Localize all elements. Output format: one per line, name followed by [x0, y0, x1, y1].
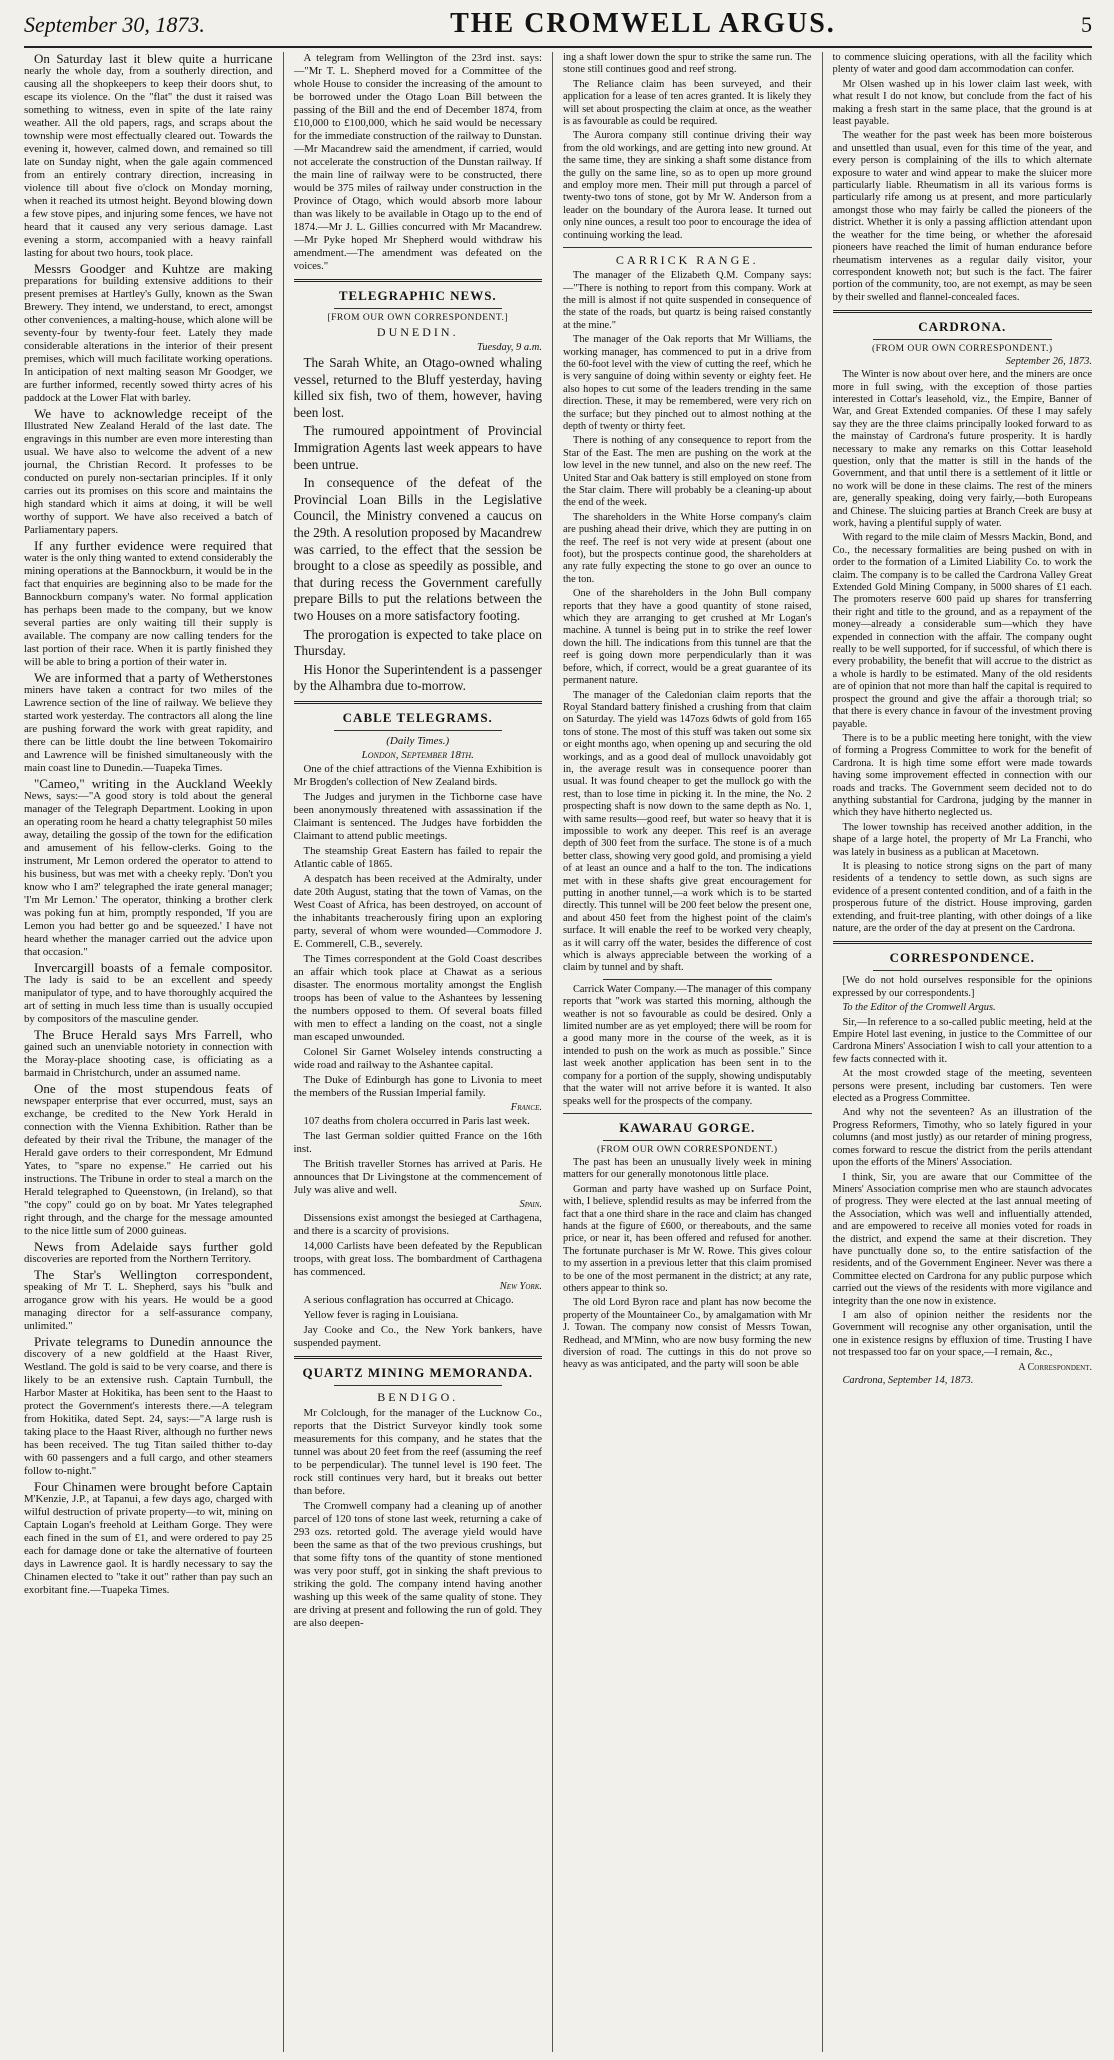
paragraph: Private telegrams to Dunedin announce the discovery of a new goldfield at the Haast River, Westland. The gold is said to be very coarse, and there is likely to be an extensive rush. Captain Turnbull, the Harbor Master at Hokitika, has been sent to the Haast to protect the Government's interests there.—A telegram from Hokitika, dated Sept. 24, says:—"A large rush is taking place to the Haast River, although no further news has been received. The tug Titan sailed thither to-day with 60 passengers and a full cargo, and other steamers follow to-night.": [24, 1334, 273, 1477]
place-heading: DUNEDIN.: [376, 325, 459, 339]
paragraph: "Cameo," writing in the Auckland Weekly News, says:—"A good story is told about the general manager of the Telegraph Department. Looking in upon an operating room he heard a chatty telegraphist 50 miles away, detailing the gossip of the town for the edification and amusement of his fellow-clerks. Going to the instrument, Mr Lemon ordered the operator to attend to his business, but was met with a cheeky reply. 'Don't you know who I am?' telegraphed the irate general manager; 'I'm Mr Lemon.' The operator, thinking a brother clerk was poking fun at him, promptly responded, 'If you are Lemon you had better go and be squeezed.' I have not heard whether the manager carried out the advice upon that occasion.": [24, 776, 273, 958]
paragraph: The Aurora company still continue driving their way from the old workings, and are getting into new ground. At the same time, they are sinking a shaft some distance from the gully on the same line, so as to open up more ground and employ more men. Their mill put through a parcel of twenty-two tons of stone, got by Mr W. Anderson from a leader on the boundary of the Aurora lease. It turned out only nine ounces, a result too poor to encourage the idea of continuing working the lead.: [563, 130, 812, 241]
paragraph: The Times correspondent at the Gold Coast describes an affair which took place at Chawat as a serious disaster. The enormous mortality amongst the English troops has been of value to the Ashantees by lessening the numbers opposed to them. Of several boats filled with men to effect a landing on the coast, not a single man escaped unwounded.: [293, 952, 542, 1043]
paragraph: A telegram from Wellington of the 23rd inst. says:—"Mr T. L. Shepherd moved for a Committee of the whole House to consider the increasing of the amount to be borrowed under the Otago Loan Bill between the passing of the Bill and the end of December 1874, from £10,000 to £100,000, which he said would be necessary for the immediate construction of the railway to Dunstan.—Mr Macandrew said the amendment, if carried, would not accelerate the construction of the Dunstan railway. If the main line of railway were to be constructed, there would be 375 miles of railway under construction in the Province of Otago, which would absorb more labour than was likely to be available in Otago up to the end of 1874.—Mr J. L. Gillies concurred with Mr Macandrew.—Mr Pyke hoped Mr Shepherd would withdraw his amendment.—The amendment was defeated on the voices.": [293, 52, 542, 272]
divider: [294, 279, 543, 282]
paragraph: to commence sluicing operations, with all the facility which plenty of water and good dam accommodation can confer.: [832, 52, 1092, 76]
column-3: [563, 52, 823, 2052]
masthead: [24, 8, 1092, 48]
editor-note: [We do not hold ourselves responsible for the opinions expressed by our correspondents.]: [832, 975, 1092, 999]
paragraph: The past has been an unusually lively week in mining matters for our generally monotonous little place.: [563, 1156, 812, 1181]
paragraph: The Winter is now about over here, and the miners are once more in full swing, with the exception of those parties interested in Cottar's leasehold, viz., the Empire, Banner of War, and Great Extended companies. Of these I may safely say they are the three claims principally looked forward to as the mainstay of Cardrona's future prosperity. It is hardly necessary to make any remarks on this Cottar leasehold question, only that the matter is still in the hands of the Government, and that until there is a settlement of it little or no work will be done in these claims. The rest of the miners are, generally speaking, doing very fairly,—both Europeans and Chinese. The sluicing parties at Branch Creek are busy at work, having a plentiful supply of water.: [832, 369, 1092, 529]
country-heading: France.: [510, 1101, 542, 1113]
divider: [294, 701, 543, 704]
paragraph: The Bruce Herald says Mrs Farrell, who gained such an unenviable notoriety in connection with the Moray-place shooting case, is officiating as a barmaid in Christchurch, under an assumed name.: [24, 1027, 273, 1079]
paragraph: One of the most stupendous feats of newspaper enterprise that ever occurred, must, says an exchange, be credited to the New York Herald in connection with the Vienna Exhibition. Rather than be defeated by their rival the Tribune, the manager of the Herald gave orders to their correspondent, Mr Edmund Yates, to "spare no expense." He carried out his instructions. The Tribune in order to steal a march on the Herald telegraphed to Queenstown, (in Ireland), so that "the copy" could go on by boat. Mr Yates telegraphed right through, and the charge for the message amounted to the nice little sum of 2000 guineas.: [24, 1081, 273, 1237]
paragraph: The Duke of Edinburgh has gone to Livonia to meet the members of the Russian Imperial family.: [293, 1073, 542, 1099]
paragraph: 107 deaths from cholera occurred in Paris last week.: [303, 1114, 530, 1127]
divider: [563, 247, 812, 248]
divider: [833, 941, 1093, 944]
section-subheading: (FROM OUR OWN CORRESPONDENT.): [596, 1144, 778, 1155]
column-4: [833, 52, 1093, 2052]
paragraph: ing a shaft lower down the spur to strike the same run. The stone still continues good and reef strong.: [563, 52, 812, 76]
letter-signature: A Correspondent.: [1018, 1361, 1092, 1373]
newspaper-title: THE CROMWELL ARGUS.: [450, 8, 836, 39]
source-line: (Daily Times.): [386, 734, 450, 747]
divider: [603, 1140, 772, 1141]
divider: [334, 1385, 503, 1386]
paragraph: A despatch has been received at the Admiralty, under date 20th August, stating that the town of Vamas, on the West Coast of Africa, has been destroyed, on account of the inhabitants treacherously firing upon an exploring party, several of whom were wounded—Commodore J. E. Commerell, C.B., severely.: [293, 872, 542, 950]
country-heading: New York.: [499, 1280, 542, 1292]
paragraph: Sir,—In reference to a so-called public meeting, held at the Empire Hotel last evening, in justice to the Committee of our Cardrona Miners' Association I wish to call your attention to a few facts connected with it.: [832, 1016, 1092, 1065]
paragraph: Four Chinamen were brought before Captain M'Kenzie, J.P., at Tapanui, a few days ago, charged with wilful destruction of private property—to wit, mining on Captain Logan's freehold at Leitham Gorge. They were each fined in the sum of £1, and were ordered to pay 25 each for damage done or take the alternative of fourteen days in Lawrence gaol. It is hardly necessary to say the Chinamen elected to "take it out" rather than pay such an exorbitant fine.—Tuapeka Times.: [24, 1479, 273, 1596]
divider: [603, 979, 772, 980]
paragraph: Invercargill boasts of a female compositor. The lady is said to be an excellent and speedy manipulator of type, and to have thoroughly acquired the art of setting in much less time than is usually occupied by compositors of the masculine gender.: [24, 960, 273, 1025]
paragraph: The Judges and jurymen in the Tichborne case have been anonymously threatened with assassination if the Claimant is sentenced. The Judges have forbidden the Claimant to attend public meetings.: [293, 790, 542, 842]
paragraph: The British traveller Stornes has arrived at Paris. He announces that Dr Livingstone at the commencement of July was alive and well.: [293, 1157, 542, 1196]
section-heading: QUARTZ MINING MEMORANDA.: [302, 1364, 533, 1380]
paragraph: Colonel Sir Garnet Wolseley intends constructing a wide road and railway to the Ashantee capital.: [293, 1045, 542, 1071]
paragraph: The manager of the Caledonian claim reports that the Royal Standard battery finished a crushing from that claim on Saturday. The yield was 147ozs 6dwts of gold from 165 tons of stone. The most of this stuff was taken out some six or eight months ago, when opening up and securing the old workings, and as a good deal of mullock unavoidably got in, the average result was in consequence poorer than usual. It was found cheaper to get the mullock go with the rest, than to lose time in picking it. In the mine, the No. 2 prospecting shaft is now down to the same depth as No. 1, with same results—good reef, but water so heavy that it is impossible to work any deeper. This reef is an average depth of 300 feet from the surface. The stone is of a much better class, showing very good gold, and promising a yield of at least an ounce and a half to the ton. The indications met with in these shafts give great encouragement for putting in another tunnel,—a work which is to be started directly. This tunnel will be 200 feet below the present one, and about 450 feet from the highest point of the claim's surface. It will enable the reef to be worked very cheaply, as it will carry off the water, besides the difference of cost which is always appreciable between the working of a claim by tunnel and by shaft.: [563, 689, 812, 974]
paragraph: The shareholders in the White Horse company's claim are pushing ahead their drive, which they are putting in on the reef. The reef is not very wide at present (about one foot), but the prospects continue good, the shareholders at any rate fully expecting the stone to go over an ounce to the ton.: [563, 511, 812, 585]
paragraph: Carrick Water Company.—The manager of this company reports that "work was started this morning, although the weather is not so favourable as could be desired. Only a limited number are as yet employed; there will be room for a good many more in the course of the week, as it is intended to push on the work as much as possible." Since last week another application has been sent in to the company for a portion of the supply, showing undisputably that the water will not arrive before it is wanted. It also speaks well for the prospects of the company.: [563, 983, 812, 1107]
section-heading: CABLE TELEGRAMS.: [342, 709, 493, 725]
paragraph: It is pleasing to notice strong signs on the part of many residents of a tendency to settle down, as such signs are evidence of a present contented condition, and of a faith in the prosperous future of the district. House improving, garden extending, and fruit-tree planting, with other doings of a like nature, are the order of the day at present on the Cardrona.: [832, 860, 1092, 934]
divider: [873, 339, 1053, 340]
paragraph: The old Lord Byron race and plant has now become the property of the Mountaineer Co., by amalgamation with Mr J. Towan. The company now consist of Messrs Towan, Redhead, and M'Minn, who are now busy forming the new diversion of road. The cuttings in this do not prove so heavy as was anticipated, and the party will soon be able: [563, 1297, 812, 1371]
paragraph: The rumoured appointment of Provincial Immigration Agents last week appears to have been untrue.: [293, 423, 542, 472]
issue-date: September 30, 1873.: [24, 12, 205, 37]
paragraph: The manager of the Oak reports that Mr Williams, the working manager, has commenced to put in a drive from the 60-foot level with the view of cutting the reef, which he is very sanguine of doing within seventy or eighty feet. He also hopes to cut some of the leaders trending in the same direction. These, it may be remembered, were very rich on the surface; but they pinched out to almost nothing at the depth of twenty or thirty feet.: [563, 334, 812, 432]
paragraph: On Saturday last it blew quite a hurricane nearly the whole day, from a southerly direction, and causing all the shopkeepers to keep their doors shut, to escape its violence. On the "flat" the dust it raised was something to witness, even in spite of the late rainy weather. All the old papers, rags, and scraps about the township were most effectually cleared out. Towards the evening it, however, calmed down, and remained so till late on Sunday night, when the gale again commenced from an entirely contrary direction, increasing in violence till about five o'clock on Monday morning, when it reached its utmost height. Beyond blowing down a few stove pipes, and injuring some fences, we have not heard that it caused any very serious damage. Last evening a storm, accompanied with a heavy rainfall lasting for about two hours, took place.: [24, 52, 273, 259]
paragraph: The lower township has received another addition, in the shape of a large hotel, the property of Mr La Franchi, who was lately in business as a publican at Macetown.: [832, 821, 1092, 858]
paragraph: The last German soldier quitted France on the 16th inst.: [293, 1129, 542, 1155]
paragraph: The Cromwell company had a cleaning up of another parcel of 120 tons of stone last week, returning a cake of 293 ozs. retorted gold. The average yield would have been the same as that of the two previous crushings, but that some fifty tons of the quantity of stone mentioned was very poor stuff, got in sinking the shaft previous to striking the gold. The company intend having another washing up this week of the same quality of stone. They are driving at present and following the run of gold. They are also deepen-: [293, 1499, 542, 1629]
dateline: Tuesday, 9 a.m.: [476, 342, 542, 353]
column-1: [24, 52, 284, 2052]
paragraph: The manager of the Elizabeth Q.M. Company says:—"There is nothing to report from this company. Work at the mill is almost if not quite suspended in consequence of the state of the roads, but quartz is being raised constantly at the mine.": [563, 270, 812, 331]
paragraph: 14,000 Carlists have been defeated by the Republican troops, with great loss. The bombardment of Carthagena has commenced.: [293, 1239, 542, 1278]
paragraph: There is to be a public meeting here tonight, with the view of forming a Progress Committee to work for the benefit of Cardrona. It is high time some effort were made towards having some improvement effected in connection with our roads and tracks. The Government seem decided not to do anything substantial for Cardrona, judging by the manner in which they have hitherto neglected us.: [832, 732, 1092, 819]
dateline: September 26, 1873.: [1005, 356, 1092, 368]
paragraph: The weather for the past week has been more boisterous and unsettled than usual, even for this time of the year, and every person is complaining of the ills to which alternate exposure to water and wind appear to make the sluicer more particularly liable. Rheumatism in all its various forms is particularly rife among us at present, and more particularly amongst those who may fairly be called the pioneers of the district. Whether it is only a passing affliction attendant upon the weather for the time being, or whether the aforesaid pioneers have reached the limit of human endurance before rheumatism intervenes as a regular daily visitor, your correspondent knoweth not; but such is the fact. The fairer portion of the community, too, are not exempt, as may be seen by their swelled and flannel-concealed faces.: [832, 130, 1092, 303]
column-2: [294, 52, 554, 2052]
place-heading: BENDIGO.: [377, 1389, 459, 1404]
paragraph: A serious conflagration has occurred at Chicago.: [303, 1293, 514, 1306]
divider: [833, 310, 1093, 313]
section-subheading: (FROM OUR OWN CORRESPONDENT.): [871, 344, 1053, 355]
paragraph: His Honor the Superintendent is a passenger by the Alhambra due to-morrow.: [293, 661, 542, 694]
section-heading: CARRICK RANGE.: [615, 253, 759, 268]
section-heading: KAWARAU GORGE.: [619, 1119, 756, 1135]
paragraph: In consequence of the defeat of the Provincial Loan Bills in the Legislative Council, the Ministry convened a caucus on the 29th. A resolution proposed by Macandrew was carried, to the effect that the session be brought to a close as speedily as possible, and that during recess the Government carefully prepare Bills to put the relations between the two Houses on a more satisfactory footing.: [293, 475, 542, 623]
paragraph: The Star's Wellington correspondent, speaking of Mr T. L. Shepherd, says his "bulk and arrogance grow with his years. He would be a good managing director for a self-assurance company, unlimited.": [24, 1267, 273, 1332]
paragraph: Messrs Goodger and Kuhtze are making preparations for building extensive additions to their present premises at Hartley's Gully, known as the Swan Brewery. They intend, we understand, to erect, amongst other conveniences, a malting-house, which alone will be seventy-four by twenty-four feet. Lately they made considerable alterations in the interior of their present premises, which will much facilitate working operations. In anticipation of next malting season Mr Goodger, we are further informed, recently sowed thirty acres of his paddock at the Lower Flat with barley.: [24, 261, 273, 404]
paragraph: The Reliance claim has been surveyed, and their application for a lease of ten acres granted. It is likely they will set about prospecting the claim at once, as the weather is as favourable as could be required.: [563, 78, 812, 128]
section-heading: CARDRONA.: [918, 319, 1007, 335]
paragraph: The Sarah White, an Otago-owned whaling vessel, returned to the Bluff yesterday, having killed six fish, two of them, however, having been lost.: [293, 355, 542, 420]
dateline: London, September 18th.: [361, 748, 474, 761]
section-heading: CORRESPONDENCE.: [889, 950, 1035, 966]
country-heading: Spain.: [519, 1198, 542, 1210]
paragraph: If any further evidence were required that water is the only thing wanted to extend considerably the mining operations at the Bannockburn, it would be in the fact that enquiries are beginning also to be made for the Bannockburn company's water. No formal application has perhaps been made to the company, but we know several parties are only waiting till their supply is available. The company are now calling tenders for the last portion of their race. When it is partly finished they will be able to bring a portion of their water in.: [24, 538, 273, 668]
paragraph: News from Adelaide says further gold discoveries are reported from the Northern Territory.: [24, 1239, 273, 1265]
divider: [294, 1356, 543, 1359]
section-heading: TELEGRAPHIC NEWS.: [338, 288, 497, 303]
paragraph: Gorman and party have washed up on Surface Point, with, I believe, splendid results as may be inferred from the fact that a one third share in the race and claim has changed hands at the figure of £600, or thereabouts, and the same price, or near it, has been offered and refused for another. The fortunate purchaser is Mr W. Rowe. This gives colour to my assertion in a previous letter that this claim promised to be one of the most permanent in the district; at any rate, others appear to think so.: [563, 1183, 812, 1294]
paragraph: The prorogation is expected to take place on Thursday.: [293, 626, 542, 659]
paragraph: One of the shareholders in the John Bull company reports that they have a good quantity of stone raised, which they are arranging to get crushed at Mr Logan's machine. A tunnel is being put in to strike the reef lower down the hill. The indications from this tunnel are that the reef is going down more perpendicularly than it was before, which, if correct, would be a great guarantee of its permanent nature.: [563, 588, 812, 687]
section-subheading: [FROM OUR OWN CORRESPONDENT.]: [327, 313, 509, 323]
columns: [24, 52, 1092, 2052]
paragraph: Mr Colclough, for the manager of the Lucknow Co., reports that the District Surveyor kindly took some measurements for this company, and he states that the tunnel was about 20 feet from the reef (assuming the reef to be perpendicular). The tunnel level is 190 feet. The rock still continues very hard, but it breaks out better than before.: [293, 1406, 542, 1497]
divider: [873, 970, 1053, 971]
letter-dateline: Cardrona, September 14, 1873.: [842, 1374, 974, 1386]
paragraph: The steamship Great Eastern has failed to repair the Atlantic cable of 1865.: [293, 844, 542, 870]
paragraph: At the most crowded stage of the meeting, seventeen persons were present, including bar customers. Ten were elected as a Progress Committee.: [832, 1068, 1092, 1105]
divider: [334, 308, 503, 309]
paragraph: We have to acknowledge receipt of the Illustrated New Zealand Herald of the last date. The engravings in this number are even more interesting than usual. We have also to welcome the advent of a new journal, the Christian Record. It professes to be conducted on purely non-sectarian principles. If it only carries out its promises on this score and maintains the high standard which it aims at doing, it will be well worthy of support. We have also received a batch of Parliamentary papers.: [24, 406, 273, 536]
paragraph: Mr Olsen washed up in his lower claim last week, with what result I do not know, but conclude from the fact of his making a fresh start in the same place, that the ground is at least payable.: [832, 78, 1092, 128]
paragraph: And why not the seventeen? As an illustration of the Progress Reformers, Timothy, who so lately figured in your columns (and most justly) as our retarder of mining progress, comes forward to rescue the district from the perils attendant upon the efforts of the Miners' Association.: [832, 1107, 1092, 1169]
paragraph: Dissensions exist amongst the besieged at Carthagena, and there is a scarcity of provisions.: [293, 1211, 542, 1237]
page-number: 5: [1081, 12, 1092, 37]
paragraph: I am also of opinion neither the residents nor the Government will recognise any other organisation, until the one in existence resigns by effluxion of time. Trusting I have not trespassed too far on your space,—I remain, &c.,: [832, 1309, 1092, 1359]
salutation: To the Editor of the Cromwell Argus.: [842, 1002, 996, 1014]
divider: [563, 1113, 812, 1114]
paragraph: One of the chief attractions of the Vienna Exhibition is Mr Brogden's collection of New Zealand birds.: [293, 762, 542, 788]
paragraph: Jay Cooke and Co., the New York bankers, have suspended payment.: [293, 1323, 542, 1349]
paragraph: We are informed that a party of Wetherstones miners have taken a contract for two miles of the Lawrence section of the line of railway. We believe they started work yesterday. The contractors all along the line are pushing forward the work with great rapidity, and there can be little doubt the line between Tokomairiro and Lawrence will be finished simultaneously with the main coast line to Dunedin.—Tuapeka Times.: [24, 670, 273, 774]
divider: [334, 730, 503, 731]
paragraph: With regard to the mile claim of Messrs Mackin, Bond, and Co., the necessary formalities are being pushed on with in order to the formation of a Limited Liability Co. to work the claim. The company is to be called the Cardrona Valley Great Extended Gold Mining Company, in 5000 shares of £1 each. The promoters reserve 600 paid up shares for transferring their right and title to the ground, and as a repayment of the money—already a considerable sum—which they have expended in connection with the affair. The company ought really to be well supported, for if successful, of which there is every probability, the benefit that will accrue to the district as a whole is hardly to be estimated. Many of the old residents are of opinion that not more than half the capital is required to prospect the ground and give the affair a thorough trial; so that there is every chance in favour of the investment proving payable.: [832, 532, 1092, 730]
paragraph: I think, Sir, you are aware that our Committee of the Miners' Association comprise men who are staunch advocates of progress. They were elected at the last annual meeting of the Association, which was well and influentially attended, and are empowered to receive all monies voted for roads in the district, and expend the same at their discretion. They have punctually done so, to the entire satisfaction of the residents, and of the Government Engineer. Never was there a Committee elected on Cardrona for any public purpose which carried out the views of the residents with more vigilance and integrity than the one now in existence.: [832, 1171, 1092, 1307]
paragraph: There is nothing of any consequence to report from the Star of the East. The men are pushing on the work at the low level in the new tunnel, and also on the new reef. The United Star and Oak battery is still employed on stone from the Star claim. There will probably be a cleaning-up about the end of the week.: [563, 435, 812, 509]
paragraph: Yellow fever is raging in Louisiana.: [303, 1308, 459, 1321]
